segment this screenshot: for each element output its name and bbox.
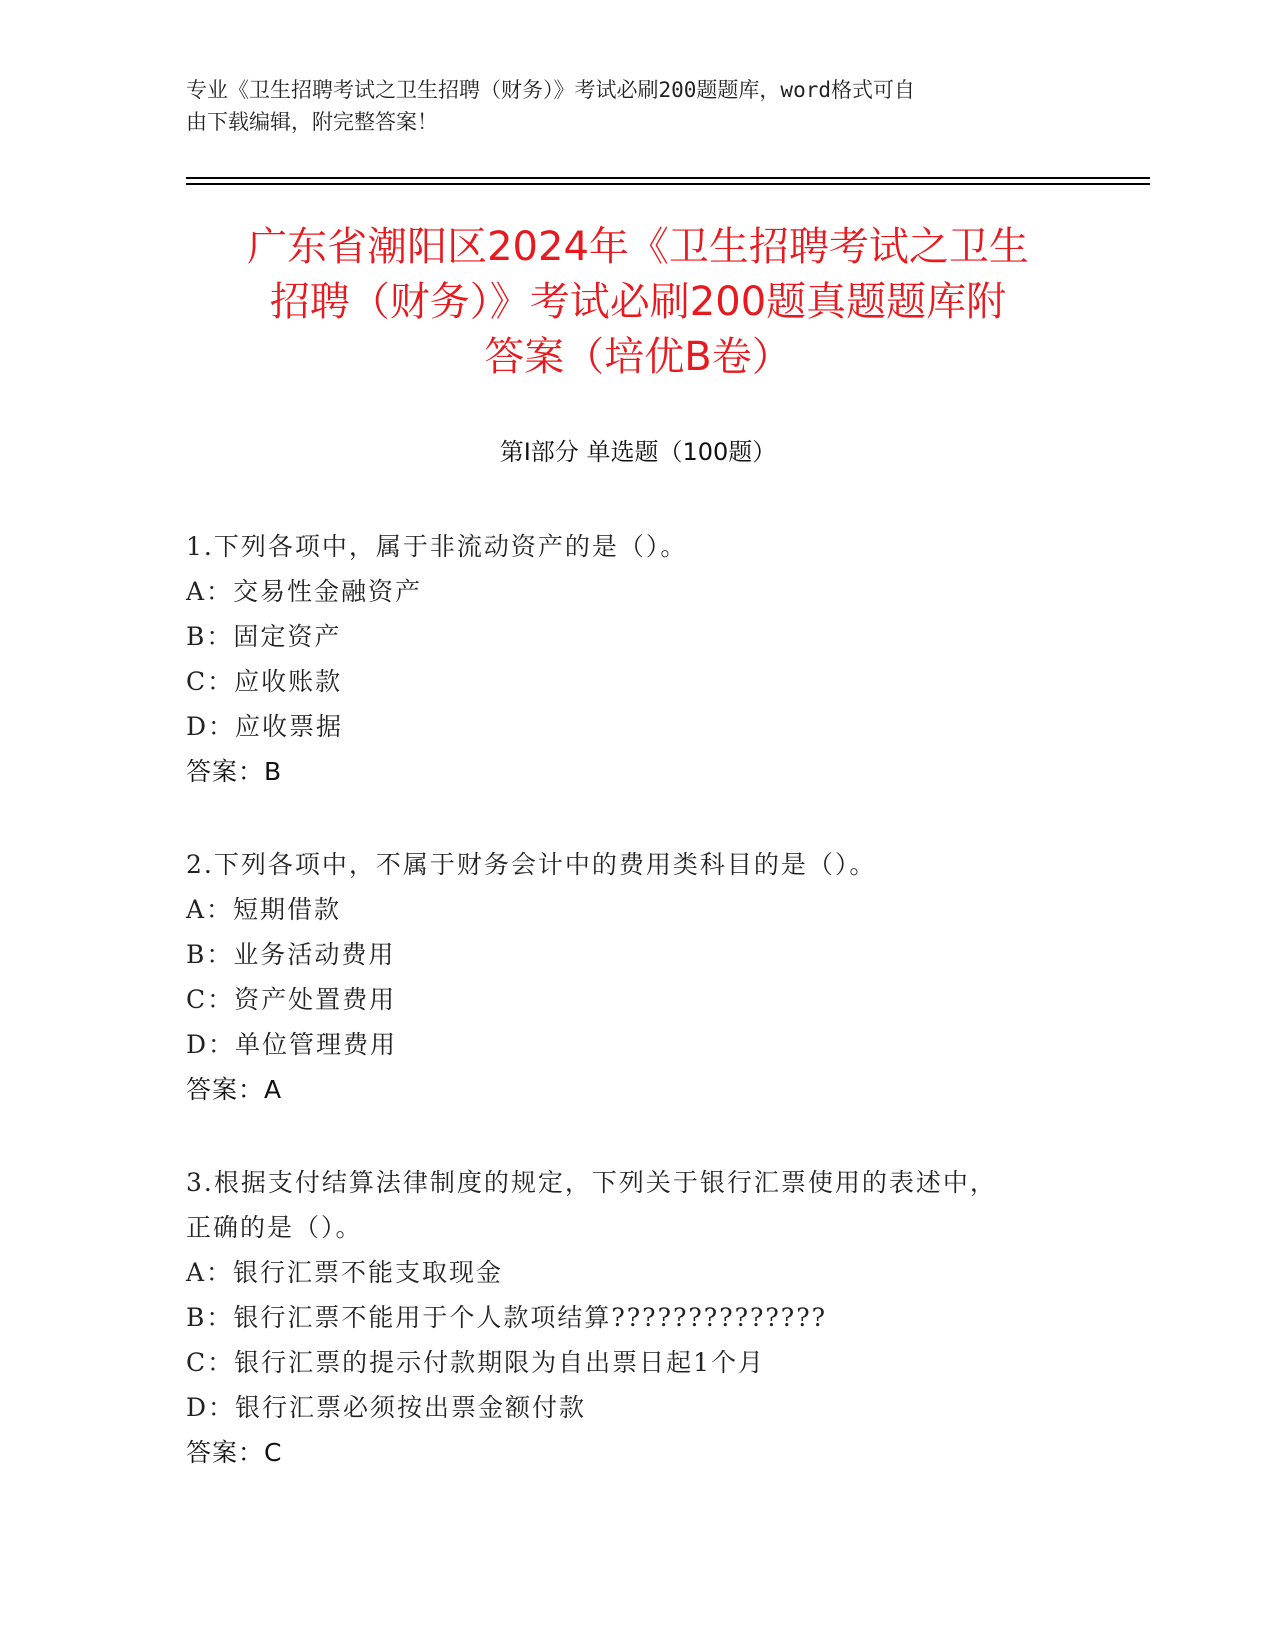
document-title: [186, 220, 1090, 385]
title-line-1: 广东省潮阳区2024年《卫生招聘考试之卫生: [247, 224, 1029, 270]
question-2: [186, 842, 1066, 1112]
answer: 答案：C: [186, 1438, 283, 1467]
question-1: [186, 524, 1066, 794]
question-3: [186, 1160, 1066, 1475]
question-stem: 2.下列各项中，不属于财务会计中的费用类科目的是（）。: [186, 850, 877, 879]
section-heading: 第Ⅰ部分 单选题（100题）: [499, 438, 777, 466]
option-b: B：业务活动费用: [186, 940, 396, 969]
option-b: B：固定资产: [186, 622, 342, 651]
question-stem: 1.下列各项中，属于非流动资产的是（）。: [186, 532, 688, 561]
option-c: C：银行汇票的提示付款期限为自出票日起1个月: [186, 1348, 766, 1377]
option-d: D：单位管理费用: [186, 1030, 398, 1059]
title-line-3: 答案（培优B卷）: [484, 334, 792, 380]
header-rule-top: [186, 177, 1150, 179]
option-a: A：银行汇票不能支取现金: [186, 1258, 504, 1287]
option-d: D：应收票据: [186, 712, 344, 741]
answer: 答案：A: [186, 1075, 283, 1104]
intro-line-1: 专业《卫生招聘考试之卫生招聘（财务）》考试必刷200题题库，word格式可自: [186, 78, 915, 102]
option-c: C：应收账款: [186, 667, 343, 696]
option-b: B：银行汇票不能用于个人款项结算??????????????: [186, 1303, 828, 1332]
option-c: C：资产处置费用: [186, 985, 397, 1014]
header-rule-bottom: [186, 183, 1150, 185]
option-a: A：交易性金融资产: [186, 577, 423, 606]
intro-text: [186, 74, 1066, 138]
option-d: D：银行汇票必须按出票金额付款: [186, 1393, 587, 1422]
intro-line-2: 由下载编辑，附完整答案！: [186, 110, 438, 134]
question-stem-line-2: 正确的是（）。: [186, 1213, 363, 1242]
answer: 答案：B: [186, 757, 283, 786]
question-stem-line-1: 3.根据支付结算法律制度的规定，下列关于银行汇票使用的表述中，: [186, 1168, 997, 1197]
title-line-2: 招聘（财务）》考试必刷200题真题题库附: [269, 279, 1007, 325]
option-a: A：短期借款: [186, 895, 342, 924]
